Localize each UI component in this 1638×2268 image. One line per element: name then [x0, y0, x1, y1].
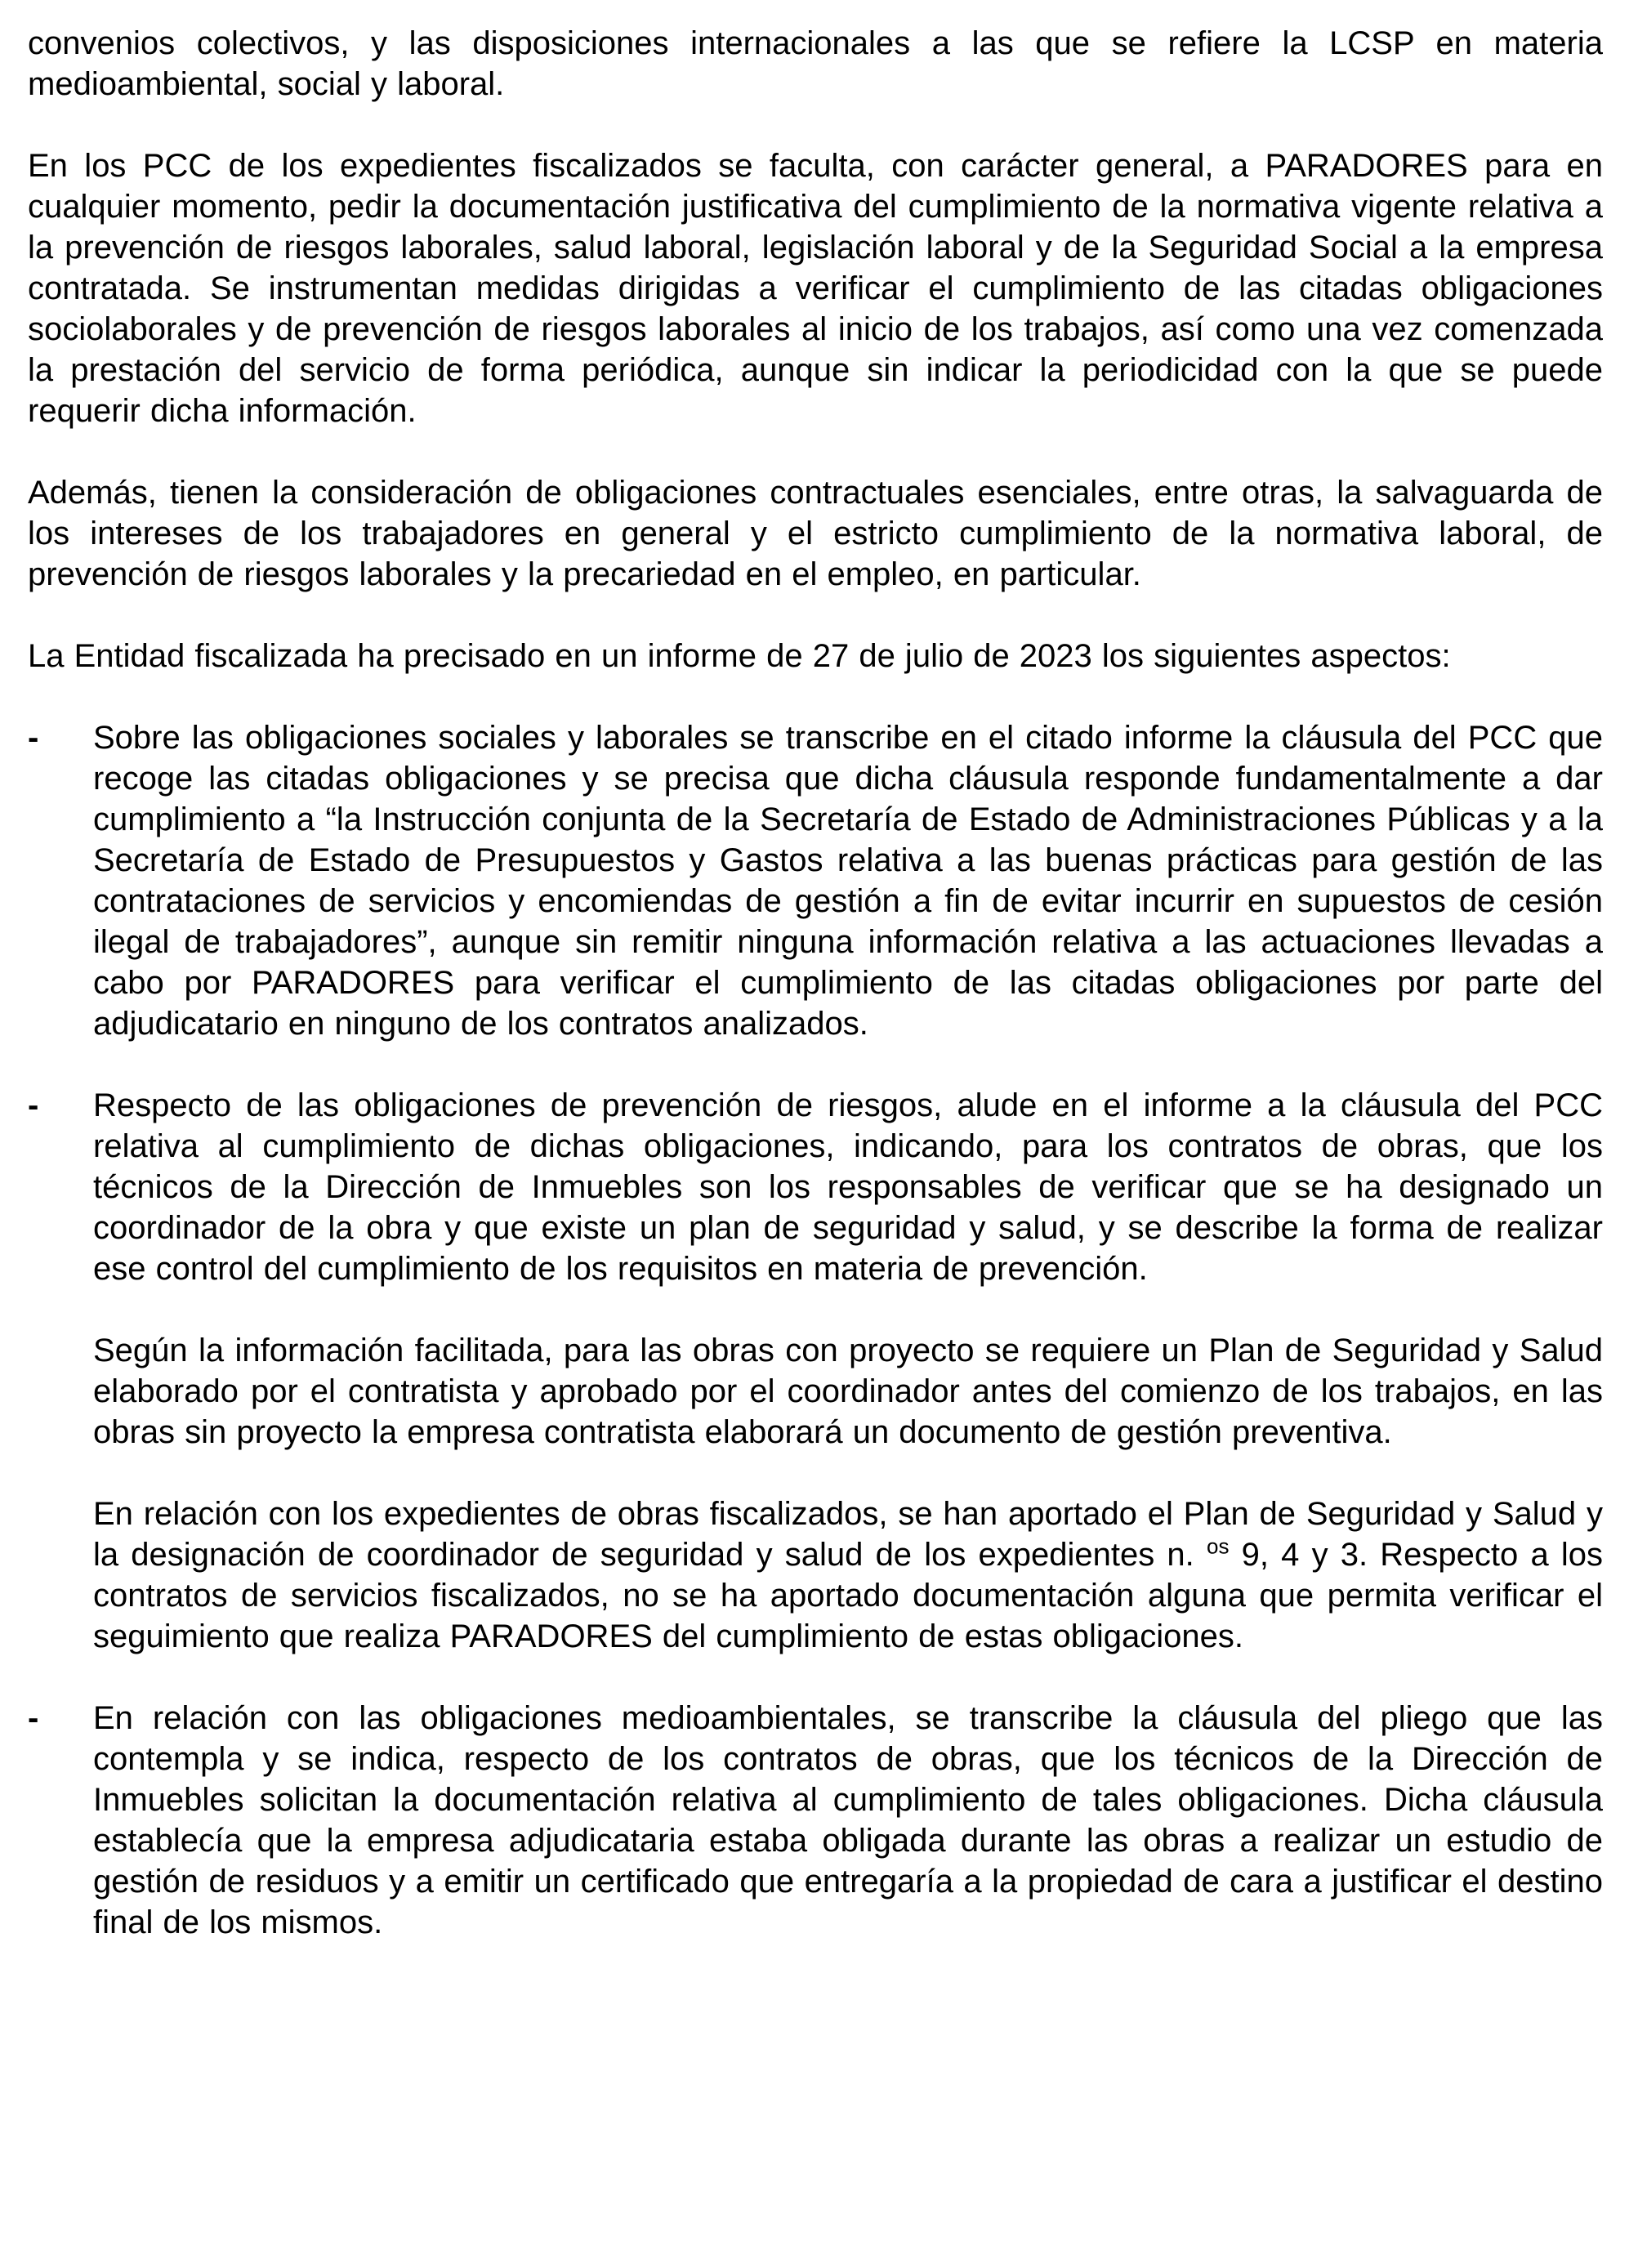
- document-page: [28, 23, 1603, 1984]
- paragraph-informe-entidad: La Entidad fiscalizada ha precisado en un informe de 27 de julio de 2023 los siguientes aspectos:: [28, 638, 1451, 674]
- list-item-obligaciones-sociales: [28, 717, 1603, 1044]
- ordinal-superscript: os: [1206, 1534, 1230, 1559]
- bullet-text-sociales: Sobre las obligaciones sociales y laborales se transcribe en el citado informe la cláusula del PCC que recoge las citadas obligaciones y se precisa que dicha cláusula responde fundamentalmente a dar cumplimiento a “la Instrucción conjunta de la Secretaría de Estado de Administraciones Públicas y a la Secretaría de Estado de Presupuestos y Gastos relativa a las buenas prácticas para gestión de las contrataciones de servicios y encomiendas de gestión a fin de evitar incurrir en supuestos de cesión ilegal de trabajadores”, aunque sin remitir ninguna información relativa a las actuaciones llevadas a cabo por PARADORES para verificar el cumplimiento de las citadas obligaciones por parte del adjudicatario en ninguno de los contratos analizados.: [93, 720, 1603, 1042]
- dash-bullet-icon: -: [28, 1700, 39, 1736]
- list-item-prevencion-riesgos: [28, 1085, 1603, 1657]
- dash-bullet-icon: -: [28, 720, 39, 756]
- bullet-text-prevencion: Respecto de las obligaciones de prevención de riesgos, alude en el informe a la cláusula del PCC relativa al cumplimiento de dichas obligaciones, indicando, para los contratos de obras, que los técnicos de la Dirección de Inmuebles son los responsables de verificar que se ha designado un coordinador de la obra y que existe un plan de seguridad y salud, y se describe la forma de realizar ese control del cumplimiento de los requisitos en materia de prevención.: [93, 1087, 1603, 1287]
- bullet-subparagraph-expedientes-obras: [93, 1493, 1603, 1657]
- expedientes-text-start: En relación con los expedientes de obras fiscalizados, se han aportado el Plan de Seguridad y Salud y la designación de coordinador de seguridad y salud de los expedientes n.: [93, 1496, 1603, 1573]
- dash-bullet-icon: -: [28, 1087, 39, 1123]
- paragraph-convenios: convenios colectivos, y las disposiciones internacionales a las que se refiere la LCSP en materia medioambiental, social y laboral.: [28, 25, 1603, 102]
- bullet-text-medioambientales: En relación con las obligaciones medioambientales, se transcribe la cláusula del pliego que las contempla y se indica, respecto de los contratos de obras, que los técnicos de la Dirección de Inmuebles solicitan la documentación relativa al cumplimiento de tales obligaciones. Dicha cláusula establecía que la empresa adjudicataria estaba obligada durante las obras a realizar un estudio de gestión de residuos y a emitir un certificado que entregaría a la propiedad de cara a justificar el destino final de los mismos.: [93, 1700, 1603, 1940]
- paragraph-obligaciones-esenciales: Además, tienen la consideración de obligaciones contractuales esenciales, entre otras, la salvaguarda de los intereses de los trabajadores en general y el estricto cumplimiento de la normativa laboral, de prevención de riesgos laborales y la precariedad en el empleo, en particular.: [28, 475, 1603, 592]
- paragraph-pcc-facultad: En los PCC de los expedientes fiscalizados se faculta, con carácter general, a PARADORES para en cualquier momento, pedir la documentación justificativa del cumplimiento de la normativa vigente relativa a la prevención de riesgos laborales, salud laboral, legislación laboral y de la Seguridad Social a la empresa contratada. Se instrumentan medidas dirigidas a verificar el cumplimiento de las citadas obligaciones sociolaborales y de prevención de riesgos laborales al inicio de los trabajos, así como una vez comenzada la prestación del servicio de forma periódica, aunque sin indicar la periodicidad con la que se puede requerir dicha información.: [28, 148, 1603, 429]
- list-item-medioambientales: [28, 1698, 1603, 1943]
- bullet-subparagraph-plan-seguridad: Según la información facilitada, para las obras con proyecto se requiere un Plan de Seguridad y Salud elaborado por el contratista y aprobado por el coordinador antes del comienzo de los trabajos, en las obras sin proyecto la empresa contratista elaborará un documento de gestión preventiva.: [93, 1333, 1603, 1450]
- expedientes-text-end: 9, 4 y 3. Respecto a los contratos de servicios fiscalizados, no se ha aportado documentación alguna que permita verificar el seguimiento que realiza PARADORES del cumplimiento de estas obligaciones.: [93, 1537, 1604, 1654]
